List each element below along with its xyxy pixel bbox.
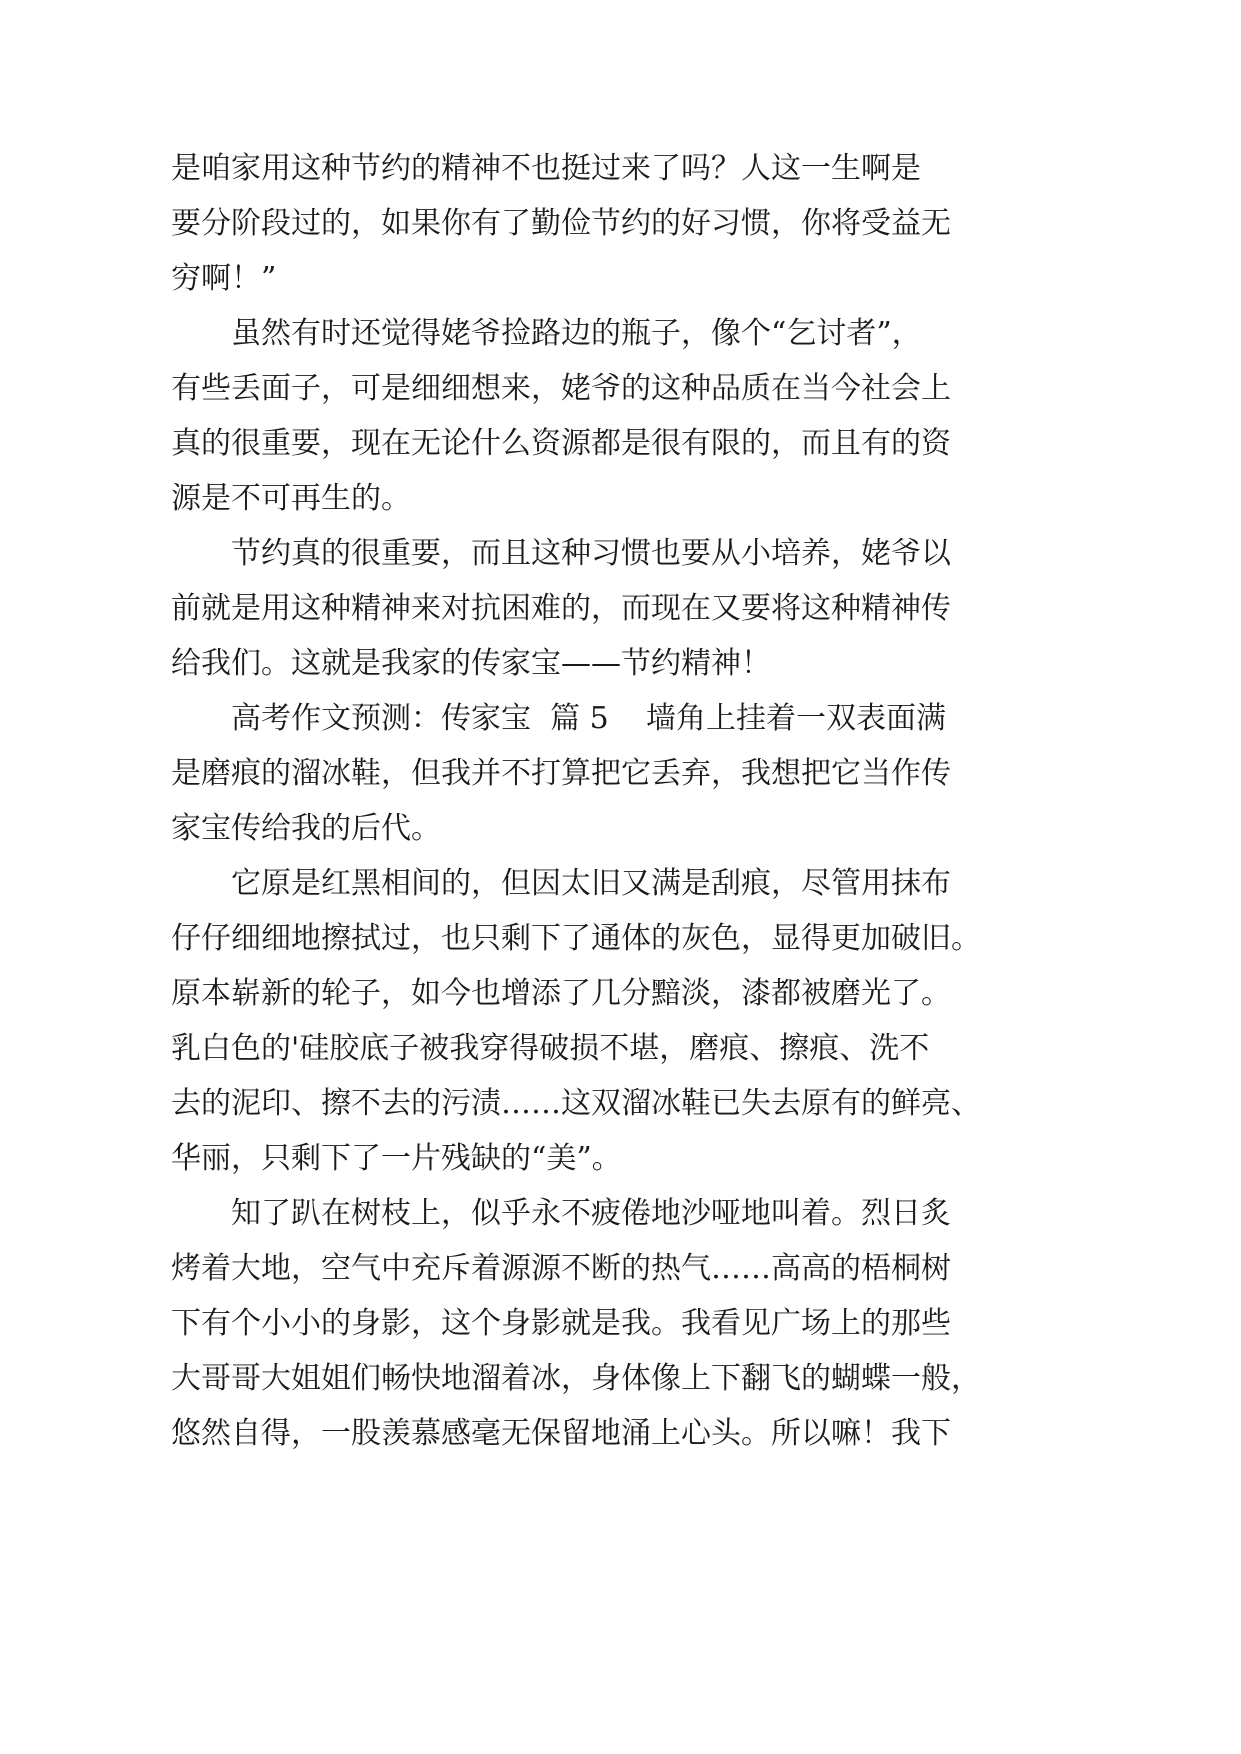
line-text: 大哥哥大姐姐们畅快地溜着冰，身体像上下翻飞的蝴蝶一般， bbox=[171, 1361, 981, 1396]
line-text: 华丽，只剩下了一片残缺的“美”。 bbox=[171, 1141, 622, 1176]
text-line bbox=[0, 744, 1241, 804]
text-line bbox=[0, 579, 1241, 639]
line-text: 要分阶段过的，如果你有了勤俭节约的好习惯，你将受益无 bbox=[171, 206, 951, 241]
line-text: 去的泥印、擦不去的污渍……这双溜冰鞋已失去原有的鲜亮、 bbox=[171, 1086, 981, 1121]
text-line bbox=[0, 1294, 1241, 1354]
section-heading: 高考作文预测：传家宝 篇 5 bbox=[231, 701, 609, 736]
line-text: 是磨痕的溜冰鞋，但我并不打算把它丢弃，我想把它当作传 bbox=[171, 756, 951, 791]
line-text: 源是不可再生的。 bbox=[171, 481, 411, 516]
text-line bbox=[0, 854, 1241, 914]
text-line bbox=[0, 249, 1241, 309]
text-line bbox=[0, 799, 1241, 859]
text-line bbox=[0, 1129, 1241, 1189]
text-line bbox=[0, 634, 1241, 694]
line-text: 墙角上挂着一双表面满 bbox=[646, 701, 946, 736]
text-line bbox=[0, 909, 1241, 969]
line-text: 虽然有时还觉得姥爷捡路边的瓶子，像个“乞讨者”， bbox=[231, 316, 922, 351]
line-text: 真的很重要，现在无论什么资源都是很有限的，而且有的资 bbox=[171, 426, 951, 461]
text-line bbox=[0, 359, 1241, 419]
line-text: 它原是红黑相间的，但因太旧又满是刮痕，尽管用抹布 bbox=[231, 866, 951, 901]
line-text: 原本崭新的轮子，如今也增添了几分黯淡，漆都被磨光了。 bbox=[171, 976, 951, 1011]
section-heading-line bbox=[0, 689, 1241, 749]
text-line bbox=[0, 1349, 1241, 1409]
text-line bbox=[0, 964, 1241, 1024]
line-text: 有些丢面子，可是细细想来，姥爷的这种品质在当今社会上 bbox=[171, 371, 951, 406]
text-line bbox=[0, 304, 1241, 364]
line-text: 前就是用这种精神来对抗困难的，而现在又要将这种精神传 bbox=[171, 591, 951, 626]
line-text: 给我们。这就是我家的传家宝——节约精神！ bbox=[171, 646, 771, 681]
line-text: 悠然自得，一股羡慕感毫无保留地涌上心头。所以嘛！我下 bbox=[171, 1416, 951, 1451]
line-text: 下有个小小的身影，这个身影就是我。我看见广场上的那些 bbox=[171, 1306, 951, 1341]
line-text: 乳白色的'硅胶底子被我穿得破损不堪，磨痕、擦痕、洗不 bbox=[171, 1031, 930, 1066]
text-line bbox=[0, 1019, 1241, 1079]
text-line bbox=[0, 1404, 1241, 1464]
line-text: 是咱家用这种节约的精神不也挺过来了吗？人这一生啊是 bbox=[171, 151, 921, 186]
text-line bbox=[0, 469, 1241, 529]
line-text: 仔仔细细地擦拭过，也只剩下了通体的灰色，显得更加破旧。 bbox=[171, 921, 981, 956]
line-text: 节约真的很重要，而且这种习惯也要从小培养，姥爷以 bbox=[231, 536, 951, 571]
text-line bbox=[0, 1184, 1241, 1244]
line-text: 穷啊！” bbox=[171, 261, 277, 296]
text-line bbox=[0, 194, 1241, 254]
text-line bbox=[0, 1074, 1241, 1134]
line-text: 知了趴在树枝上，似乎永不疲倦地沙哑地叫着。烈日炙 bbox=[231, 1196, 951, 1231]
text-line bbox=[0, 139, 1241, 199]
text-line bbox=[0, 1239, 1241, 1299]
line-text: 家宝传给我的后代。 bbox=[171, 811, 441, 846]
text-line bbox=[0, 524, 1241, 584]
line-text: 烤着大地，空气中充斥着源源不断的热气……高高的梧桐树 bbox=[171, 1251, 951, 1286]
text-line bbox=[0, 414, 1241, 474]
